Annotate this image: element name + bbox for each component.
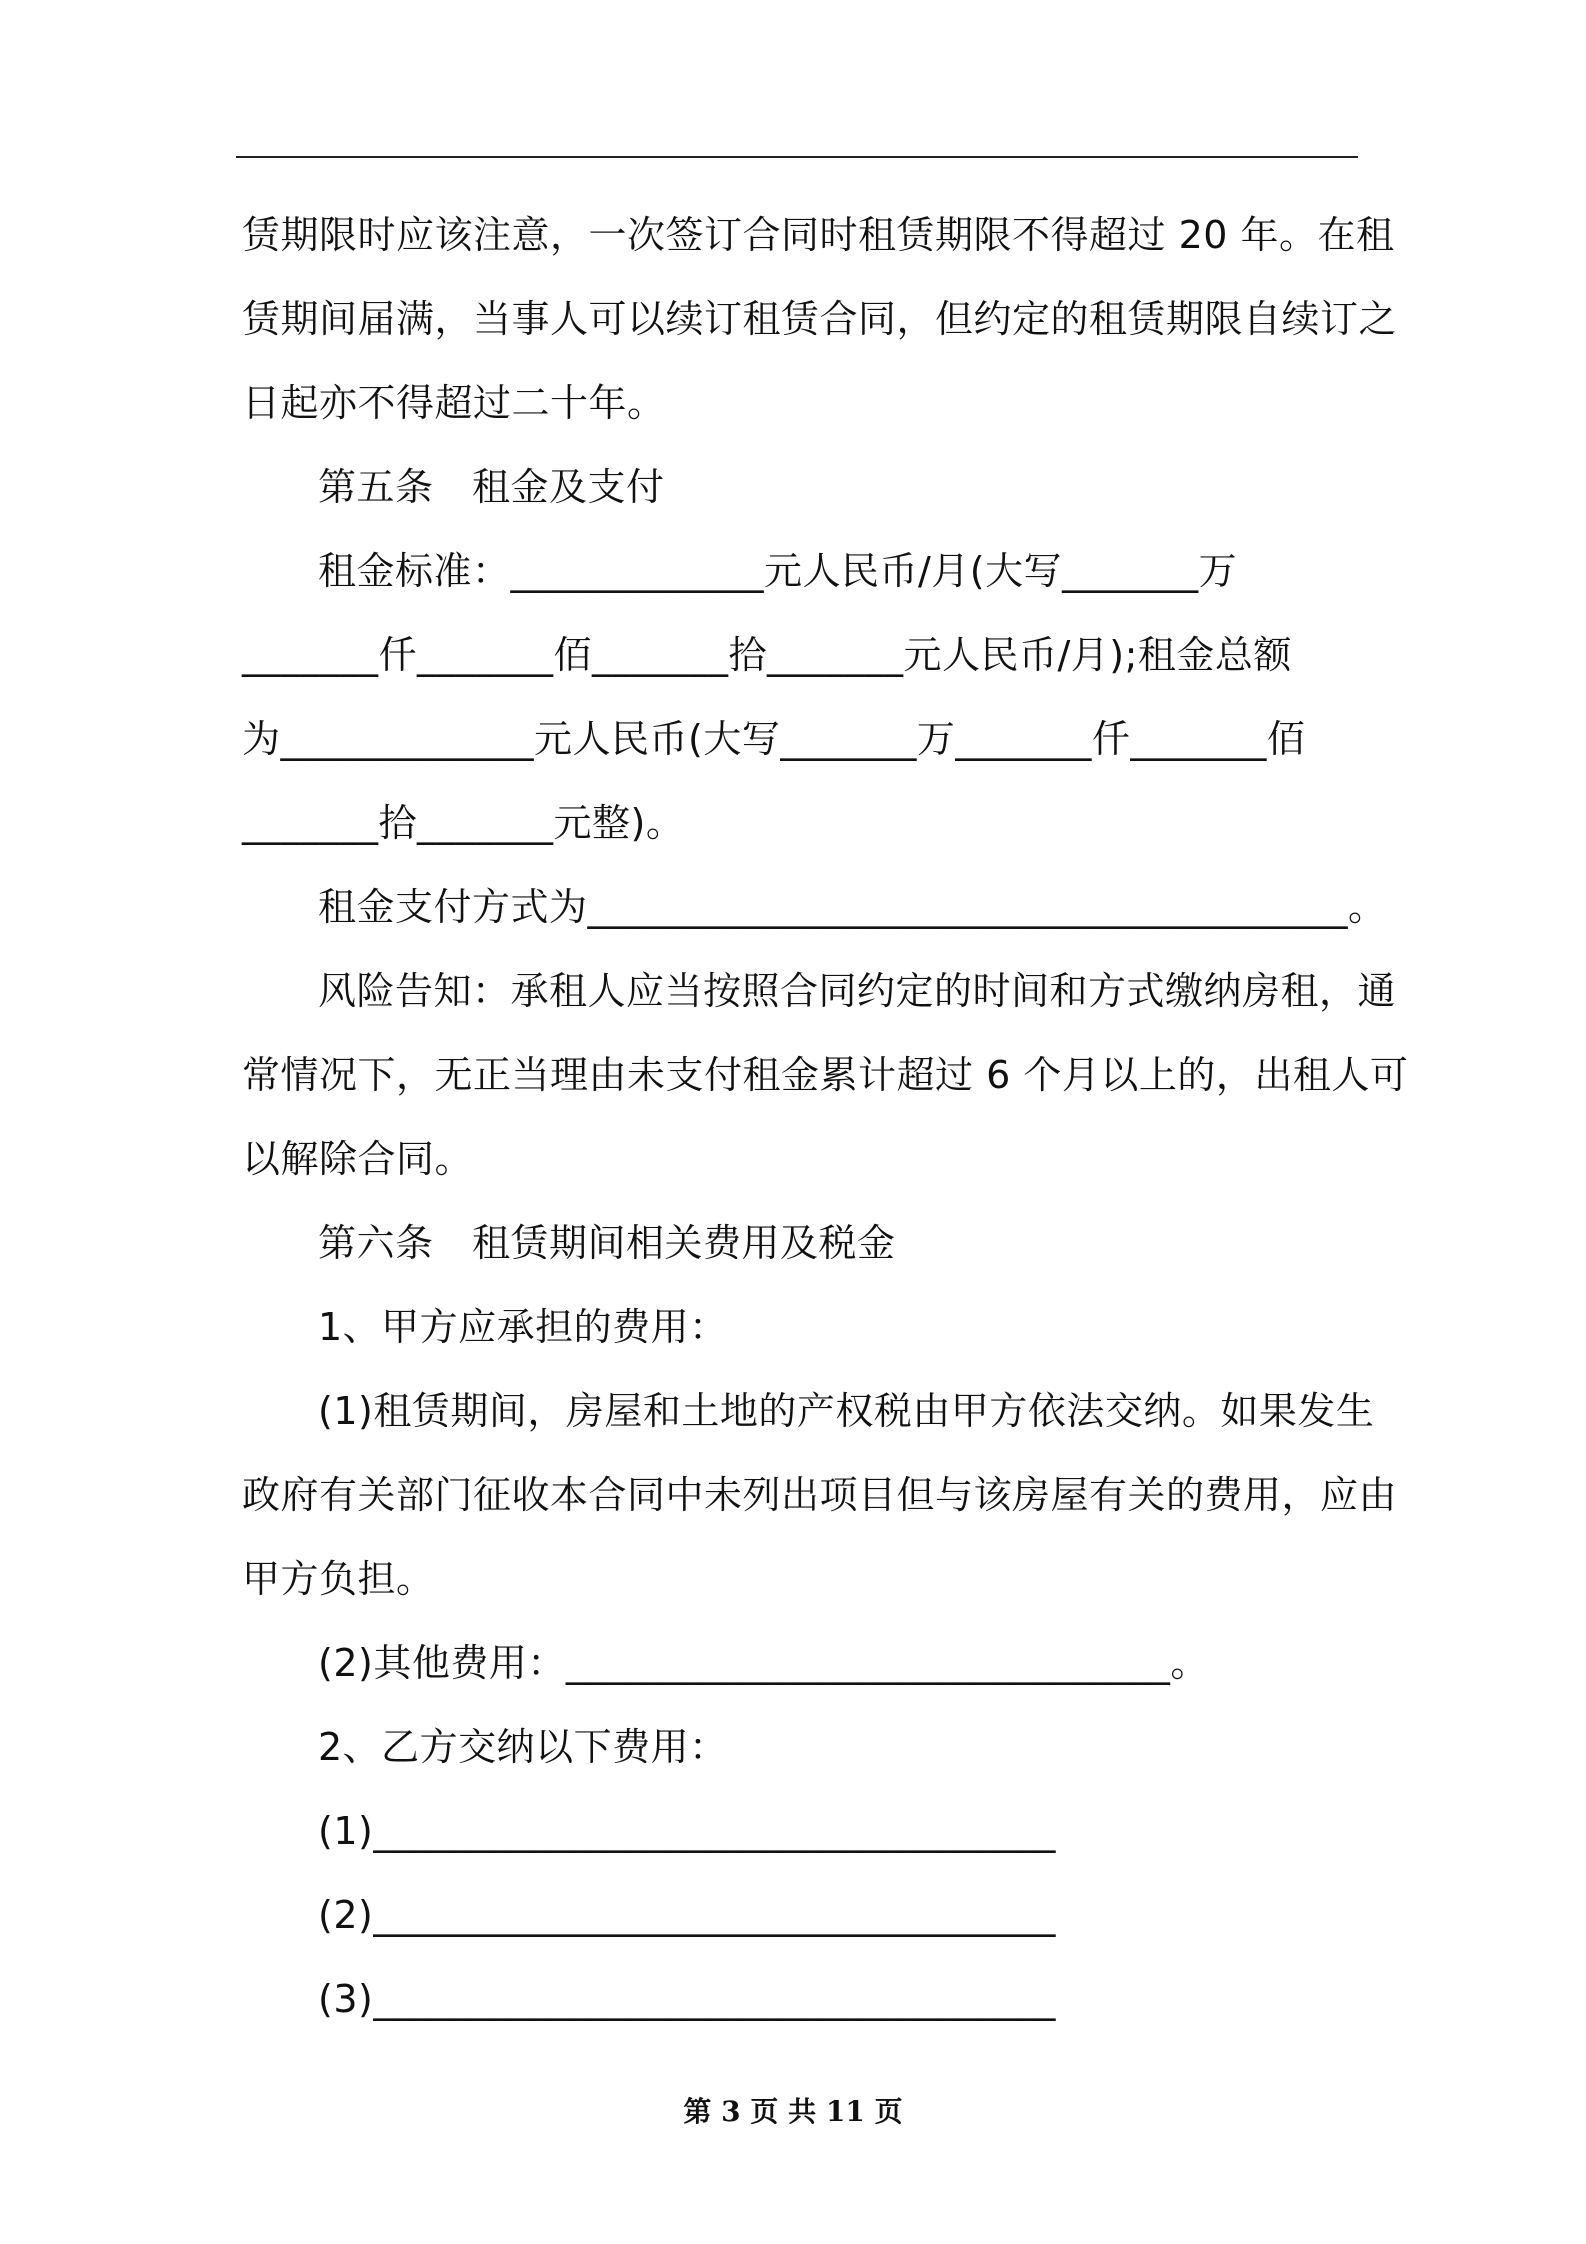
text-line: 政府有关部门征收本合同中未列出项目但与该房屋有关的费用，应由	[242, 1473, 1398, 1517]
list-item: (1)___________________________________	[318, 1809, 1056, 1853]
text-line: 赁期间届满，当事人可以续订租赁合同，但约定的租赁期限自续订之	[242, 297, 1398, 341]
list-item: (1)租赁期间，房屋和土地的产权税由甲方依法交纳。如果发生	[318, 1389, 1375, 1433]
header-divider	[236, 156, 1358, 158]
text-line: _______仟_______佰_______拾_______元人民币/月);租金总额	[242, 633, 1292, 677]
list-item: 2、乙方交纳以下费用：	[318, 1725, 728, 1769]
document-body	[242, 193, 1409, 2041]
list-item: (3)___________________________________	[318, 1977, 1056, 2021]
text-line: 甲方负担。	[242, 1557, 435, 1601]
text-line: 日起亦不得超过二十年。	[242, 381, 666, 425]
list-item: (2)其他费用：_______________________________。	[318, 1641, 1209, 1685]
payment-method-line: 租金支付方式为_______________________________________。	[318, 885, 1387, 929]
page-number-footer: 第 3 页 共 11 页	[683, 2095, 903, 2128]
text-line: 常情况下，无正当理由未支付租金累计超过 6 个月以上的，出租人可	[242, 1053, 1409, 1097]
text-line: 为_____________元人民币(大写_______万_______仟_______佰	[242, 717, 1306, 761]
list-item: 1、甲方应承担的费用：	[318, 1305, 728, 1349]
rent-standard-line: 租金标准：_____________元人民币/月(大写_______万	[318, 549, 1238, 593]
list-item: (2)___________________________________	[318, 1893, 1056, 1937]
section-heading-article-5: 第五条 租金及支付	[318, 465, 665, 509]
section-heading-article-6: 第六条 租赁期间相关费用及税金	[318, 1221, 896, 1265]
text-line: 以解除合同。	[242, 1137, 474, 1181]
risk-notice-line: 风险告知：承租人应当按照合同约定的时间和方式缴纳房租，通	[318, 969, 1397, 1013]
text-line: 赁期限时应该注意，一次签订合同时租赁期限不得超过 20 年。在租	[242, 213, 1395, 257]
text-line: _______拾_______元整)。	[242, 801, 685, 845]
